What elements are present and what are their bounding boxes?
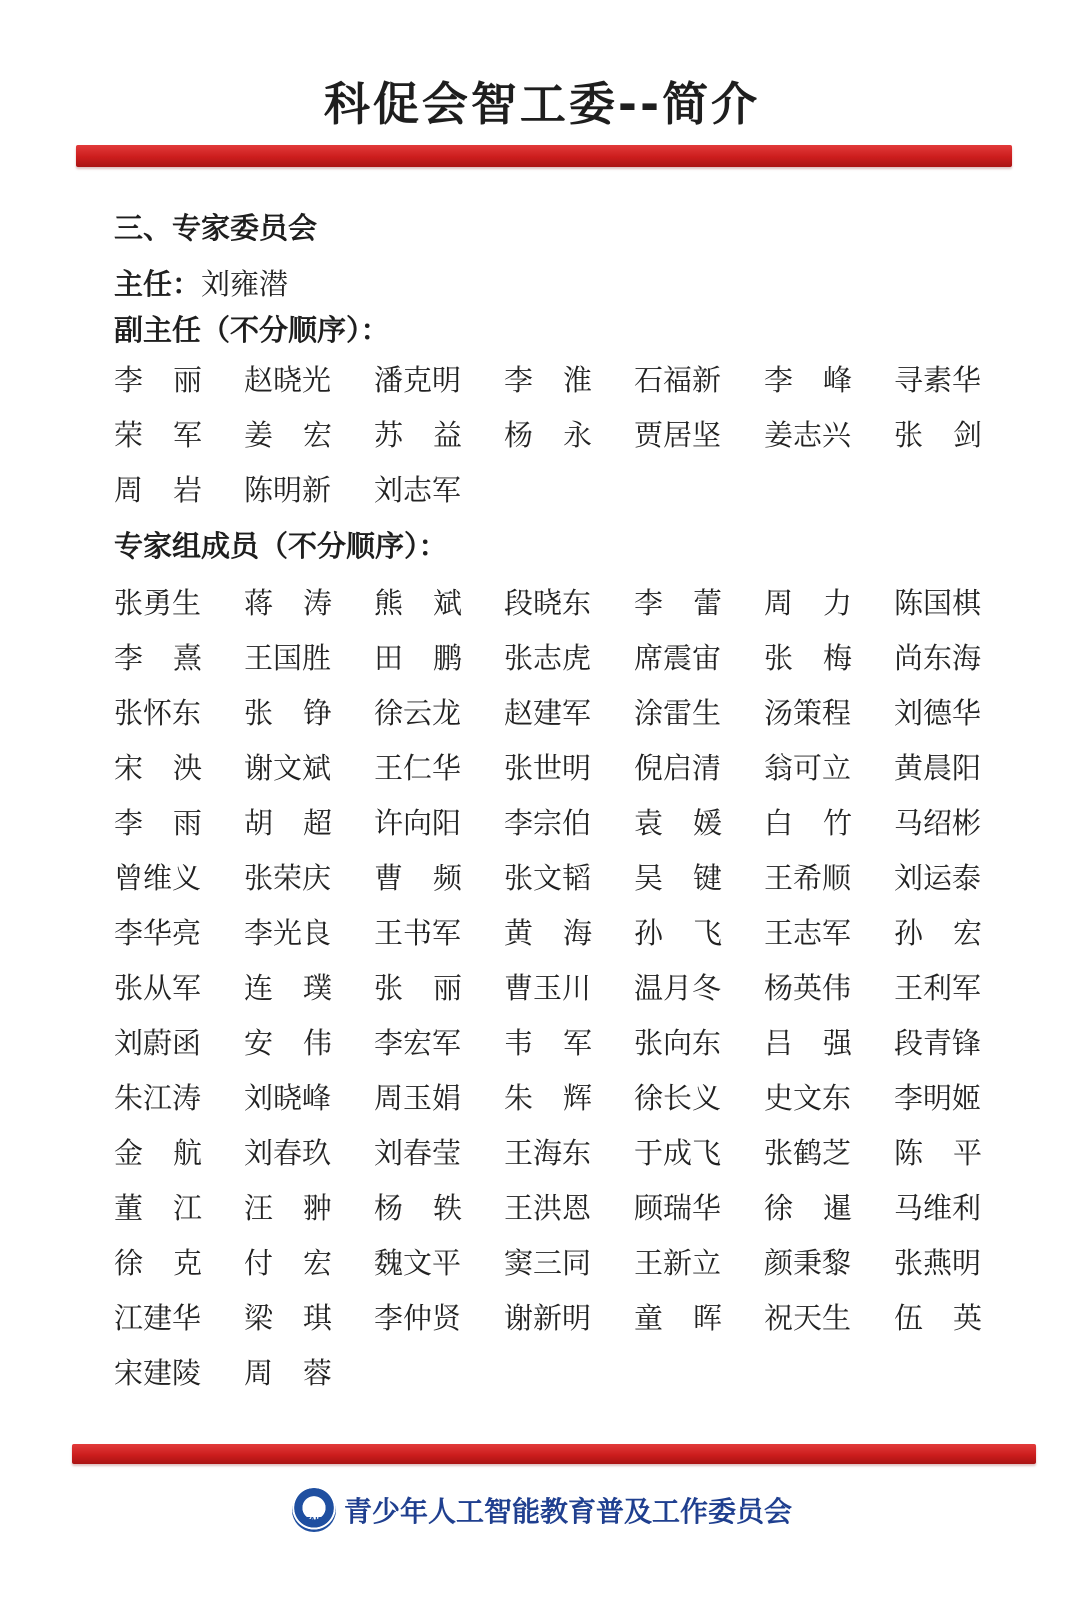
expert-name: 周蓉 [244, 1356, 363, 1390]
expert-name: 刘蔚函 [114, 1026, 202, 1060]
expert-name: 于成飞 [634, 1136, 722, 1170]
vice-director-name: 姜宏 [244, 418, 363, 452]
expert-name: 杨英伟 [764, 971, 852, 1005]
expert-name: 李华亮 [114, 916, 202, 950]
expert-name: 张向东 [634, 1026, 722, 1060]
vice-director-name: 陈明新 [244, 473, 332, 507]
vice-director-name: 潘克明 [374, 363, 462, 397]
expert-name: 杨轶 [374, 1191, 493, 1225]
expert-name: 胡超 [244, 806, 363, 840]
expert-name: 黄海 [504, 916, 623, 950]
expert-name: 王洪恩 [504, 1191, 592, 1225]
expert-name: 汤策程 [764, 696, 852, 730]
expert-name: 汪翀 [244, 1191, 363, 1225]
expert-name: 孙飞 [634, 916, 753, 950]
expert-name: 金航 [114, 1136, 233, 1170]
organization-logo-icon [292, 1488, 336, 1532]
expert-name: 周力 [764, 586, 883, 620]
vice-director-name: 石福新 [634, 363, 722, 397]
expert-name: 谢新明 [504, 1301, 592, 1335]
vice-director-name: 赵晓光 [244, 363, 332, 397]
expert-name: 周玉娟 [374, 1081, 462, 1115]
expert-name: 宋泱 [114, 751, 233, 785]
expert-name: 李宗伯 [504, 806, 592, 840]
expert-name: 顾瑞华 [634, 1191, 722, 1225]
expert-name: 魏文平 [374, 1246, 462, 1280]
expert-name: 张文韬 [504, 861, 592, 895]
vice-director-name: 张剑 [894, 418, 1013, 452]
expert-name: 张丽 [374, 971, 493, 1005]
vice-director-name: 周岩 [114, 473, 233, 507]
vice-director-name: 杨永 [504, 418, 623, 452]
section-heading: 三、专家委员会 [114, 211, 318, 245]
expert-name: 梁琪 [244, 1301, 363, 1335]
organization-name: 青少年人工智能教育普及工作委员会 [343, 1495, 792, 1528]
director-line [114, 262, 288, 303]
expert-name: 王国胜 [244, 641, 332, 675]
expert-name: 蒋涛 [244, 586, 363, 620]
expert-name: 徐长义 [634, 1081, 722, 1115]
expert-name: 段青锋 [894, 1026, 982, 1060]
director-label: 主任： [114, 267, 202, 301]
expert-name: 李蕾 [634, 586, 753, 620]
expert-name: 赵建军 [504, 696, 592, 730]
expert-name: 曹玉川 [504, 971, 592, 1005]
expert-name: 曹频 [374, 861, 493, 895]
logo-text: TAIE [305, 1516, 323, 1524]
expert-name: 徐克 [114, 1246, 233, 1280]
vice-director-name: 李峰 [764, 363, 883, 397]
expert-name: 许向阳 [374, 806, 462, 840]
expert-name: 李仲贤 [374, 1301, 462, 1335]
expert-name: 张怀东 [114, 696, 202, 730]
expert-name: 刘运泰 [894, 861, 982, 895]
expert-name: 涂雷生 [634, 696, 722, 730]
expert-name: 张世明 [504, 751, 592, 785]
expert-name: 倪启清 [634, 751, 722, 785]
vice-director-name: 李丽 [114, 363, 233, 397]
vice-director-name: 刘志军 [374, 473, 462, 507]
expert-name: 白竹 [764, 806, 883, 840]
expert-name: 李光良 [244, 916, 332, 950]
expert-name: 席震宙 [634, 641, 722, 675]
expert-name: 韦军 [504, 1026, 623, 1060]
expert-name: 王希顺 [764, 861, 852, 895]
expert-name: 张鹤芝 [764, 1136, 852, 1170]
director-name: 刘雍潜 [201, 267, 289, 301]
expert-name: 王海东 [504, 1136, 592, 1170]
expert-name: 连璞 [244, 971, 363, 1005]
expert-name: 刘春玖 [244, 1136, 332, 1170]
expert-name: 张荣庆 [244, 861, 332, 895]
experts-heading: 专家组成员（不分顺序）： [114, 529, 448, 563]
expert-name: 董江 [114, 1191, 233, 1225]
expert-name: 颜秉黎 [764, 1246, 852, 1280]
expert-name: 刘晓峰 [244, 1081, 332, 1115]
expert-name: 尚东海 [894, 641, 982, 675]
expert-name: 付宏 [244, 1246, 363, 1280]
expert-name: 徐暹 [764, 1191, 883, 1225]
expert-name: 陈国棋 [894, 586, 982, 620]
vice-director-name: 荣军 [114, 418, 233, 452]
expert-name: 刘春莹 [374, 1136, 462, 1170]
vice-director-name: 贾居坚 [634, 418, 722, 452]
expert-name: 王新立 [634, 1246, 722, 1280]
expert-name: 袁媛 [634, 806, 753, 840]
expert-name: 黄晨阳 [894, 751, 982, 785]
expert-name: 伍英 [894, 1301, 1013, 1335]
expert-name: 朱江涛 [114, 1081, 202, 1115]
footer-divider-bar [72, 1444, 1036, 1464]
expert-name: 安伟 [244, 1026, 363, 1060]
expert-name: 窦三同 [504, 1246, 592, 1280]
vice-directors-heading: 副主任（不分顺序）： [114, 313, 390, 347]
expert-name: 童晖 [634, 1301, 753, 1335]
expert-name: 吴键 [634, 861, 753, 895]
expert-name: 张梅 [764, 641, 883, 675]
vice-director-name: 寻素华 [894, 363, 982, 397]
expert-name: 张勇生 [114, 586, 202, 620]
expert-name: 陈平 [894, 1136, 1013, 1170]
vice-directors-list [114, 360, 1014, 525]
expert-name: 吕强 [764, 1026, 883, 1060]
expert-name: 王利军 [894, 971, 982, 1005]
expert-name: 张志虎 [504, 641, 592, 675]
vice-director-name: 李淮 [504, 363, 623, 397]
expert-name: 温月冬 [634, 971, 722, 1005]
expert-name: 马维利 [894, 1191, 982, 1225]
expert-name: 张铮 [244, 696, 363, 730]
vice-director-name: 姜志兴 [764, 418, 852, 452]
expert-name: 李雨 [114, 806, 233, 840]
expert-name: 李明姬 [894, 1081, 982, 1115]
expert-name: 马绍彬 [894, 806, 982, 840]
expert-name: 刘德华 [894, 696, 982, 730]
expert-name: 熊斌 [374, 586, 493, 620]
expert-name: 段晓东 [504, 586, 592, 620]
expert-name: 王书军 [374, 916, 462, 950]
experts-list [114, 583, 1014, 1408]
vice-director-name: 苏益 [374, 418, 493, 452]
footer [0, 1488, 1084, 1532]
expert-name: 祝天生 [764, 1301, 852, 1335]
expert-name: 王仁华 [374, 751, 462, 785]
expert-name: 张从军 [114, 971, 202, 1005]
expert-name: 徐云龙 [374, 696, 462, 730]
title-divider-bar [76, 145, 1012, 167]
expert-name: 孙宏 [894, 916, 1013, 950]
expert-name: 朱辉 [504, 1081, 623, 1115]
expert-name: 李熹 [114, 641, 233, 675]
expert-name: 谢文斌 [244, 751, 332, 785]
page-title: 科促会智工委--简介 [323, 77, 761, 131]
expert-name: 张燕明 [894, 1246, 982, 1280]
expert-name: 王志军 [764, 916, 852, 950]
expert-name: 宋建陵 [114, 1356, 202, 1390]
expert-name: 江建华 [114, 1301, 202, 1335]
expert-name: 李宏军 [374, 1026, 462, 1060]
expert-name: 田鹏 [374, 641, 493, 675]
expert-name: 史文东 [764, 1081, 852, 1115]
expert-name: 曾维义 [114, 861, 202, 895]
expert-name: 翁可立 [764, 751, 852, 785]
